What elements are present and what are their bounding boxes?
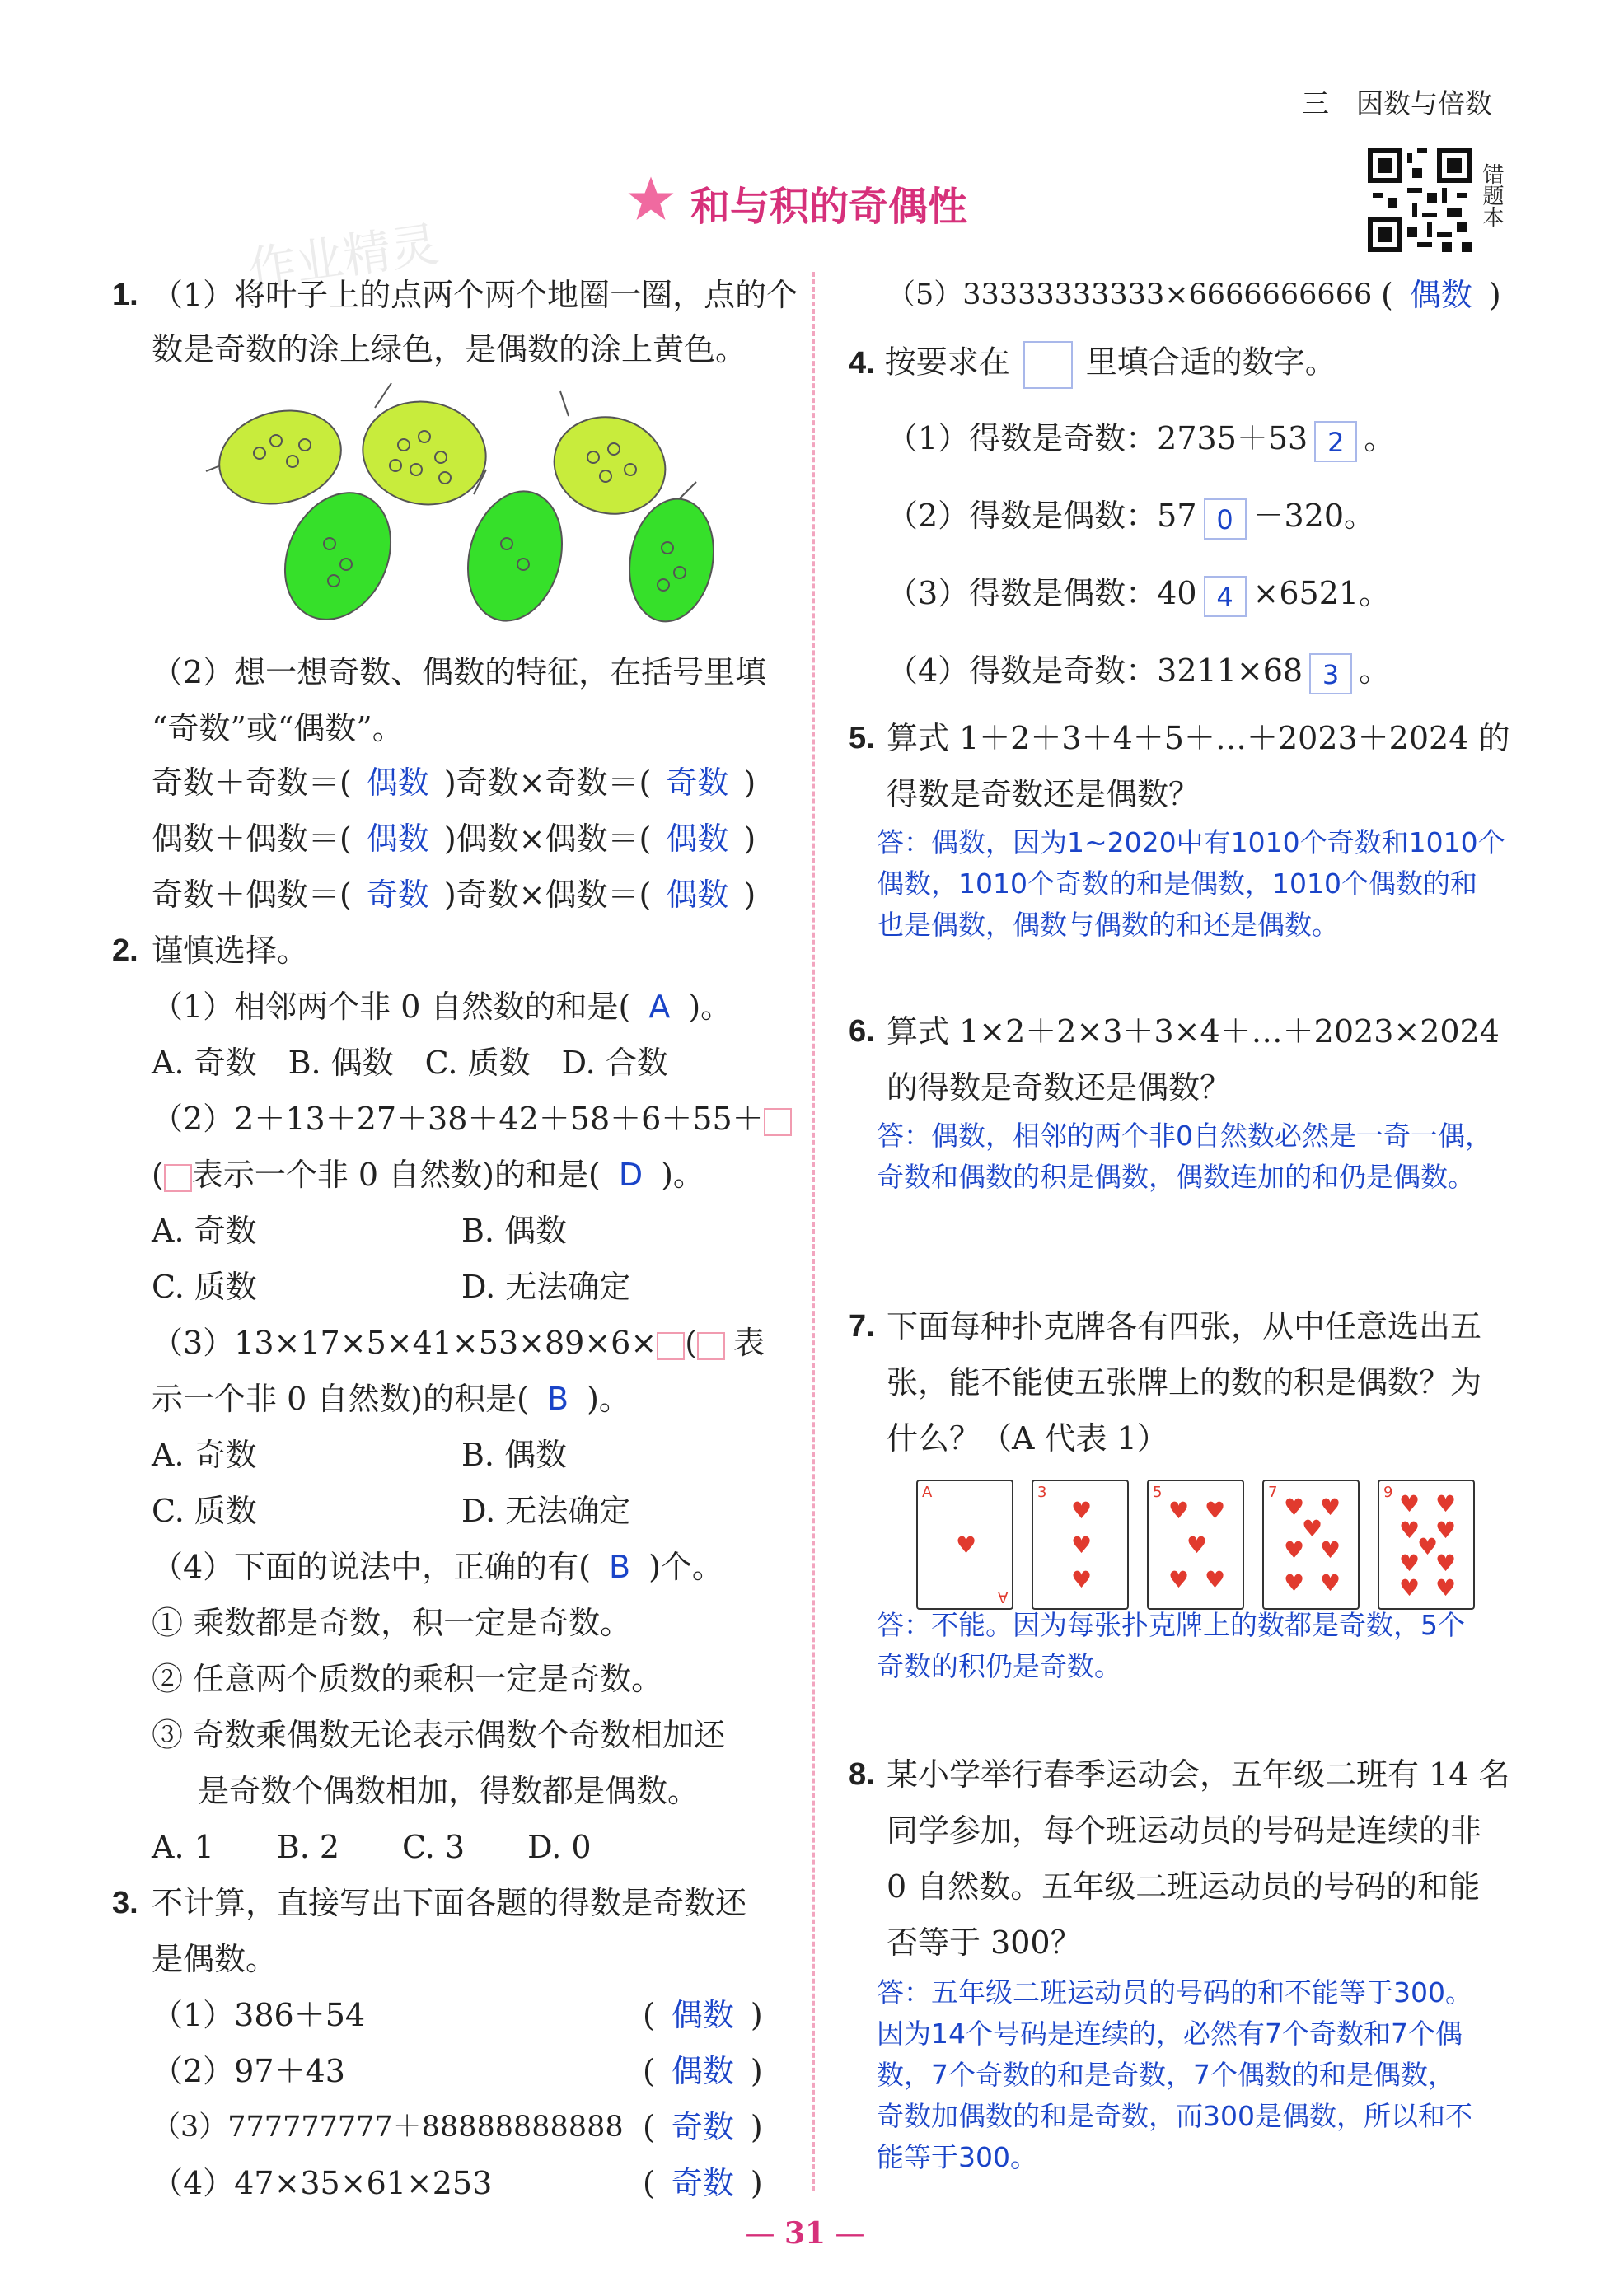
q2-s1-options: A. 奇数 B. 偶数 C. 质数 D. 合数	[152, 1045, 668, 1081]
q1-number: 1.	[112, 278, 138, 312]
q6-line2: 的得数是奇数还是偶数？	[887, 1069, 1232, 1106]
q7-answer-1: 答：不能。因为每张扑克牌上的数都是奇数，5个	[877, 1609, 1465, 1641]
blank-square	[164, 1164, 192, 1192]
q2-s3-optC: C. 质数	[152, 1493, 257, 1529]
q2-s4: （4）下面的说法中，正确的有( B )个。	[152, 1549, 723, 1585]
q6-line1: 算式 1×2＋2×3＋3×4＋…＋2023×2024	[887, 1013, 1500, 1050]
watermark: 作业精灵	[245, 216, 442, 298]
q2-s4-item3b: 是奇数个偶数相加，得数都是偶数。	[198, 1773, 700, 1809]
q4-item-4: （4）得数是奇数：3211×68 3 。	[887, 651, 1390, 694]
answer-blank[interactable]: 偶数	[666, 821, 729, 857]
heart-icon: ♥	[1168, 1566, 1190, 1593]
q2-s2-optB: B. 偶数	[461, 1213, 568, 1249]
q2-title: 谨慎选择。	[152, 933, 309, 969]
answer-box[interactable]: 0	[1204, 498, 1247, 540]
heart-icon: ♥	[1168, 1497, 1190, 1524]
q8-answer-5: 能等于300。	[877, 2141, 1037, 2173]
q3-paren-2: ( 偶数 )	[643, 2053, 763, 2089]
page-title: 和与积的奇偶性	[690, 184, 968, 230]
q5-answer-3: 也是偶数，偶数与偶数的和还是偶数。	[877, 909, 1339, 941]
q8-line4: 否等于 300？	[887, 1924, 1082, 1961]
q2-s2-line1: （2）2＋13＋27＋38＋42＋58＋6＋55＋	[152, 1099, 792, 1139]
answer-blank[interactable]: 偶数	[671, 2053, 734, 2089]
q2-s3-optD: D. 无法确定	[461, 1493, 631, 1529]
q4-item-1: （1）得数是奇数：2735＋53 2 。	[887, 419, 1395, 462]
q5-line1: 算式 1＋2＋3＋4＋5＋…＋2023＋2024 的	[887, 720, 1510, 756]
q2-s1: （1）相邻两个非 0 自然数的和是( A )。	[152, 989, 732, 1025]
answer-blank[interactable]: 奇数	[366, 877, 429, 913]
q3-paren-5: ( 偶数 )	[1381, 277, 1501, 313]
q3-item-1: （1）386＋54	[152, 1997, 366, 2033]
q3-item-3: （3）777777777＋88888888888	[152, 2111, 624, 2144]
answer-blank[interactable]: B	[547, 1381, 569, 1417]
q1-p1-line2: 数是奇数的涂上绿色，是偶数的涂上黄色。	[152, 331, 747, 367]
q8-number: 8.	[849, 1757, 875, 1792]
leaf-6	[620, 492, 723, 628]
playing-card-7: 7 ♥ ♥ ♥ ♥ ♥ ♥ ♥	[1262, 1480, 1360, 1610]
heart-icon: ♥	[1399, 1550, 1420, 1577]
heart-icon: ♥	[1284, 1536, 1305, 1564]
heart-icon: ♥	[1399, 1517, 1420, 1544]
q1-p1-line1: （1）将叶子上的点两个两个地圈一圈，点的个	[152, 277, 798, 313]
answer-blank[interactable]: 偶数	[671, 1997, 734, 2033]
q8-answer-1: 答：五年级二班运动员的号码的和不能等于300。	[877, 1976, 1472, 2008]
chapter-label: 三 因数与倍数	[1302, 87, 1492, 119]
answer-blank[interactable]: B	[609, 1549, 631, 1585]
heart-icon: ♥	[1284, 1494, 1305, 1521]
q3-line1: 不计算，直接写出下面各题的得数是奇数还	[152, 1885, 747, 1921]
blank-square	[657, 1332, 685, 1360]
leaves-illustration	[198, 379, 733, 634]
heart-icon: ♥	[1435, 1574, 1457, 1602]
answer-blank[interactable]: 偶数	[1409, 277, 1472, 313]
heart-icon: ♥	[1284, 1569, 1305, 1597]
q6-answer-1: 答：偶数，相邻的两个非0自然数必然是一奇一偶，	[877, 1120, 1492, 1152]
heart-icon: ♥	[1205, 1497, 1226, 1524]
answer-blank[interactable]: 偶数	[666, 877, 729, 913]
q1-p2-line2: “奇数”或“偶数”。	[152, 710, 404, 746]
playing-card-3: 3 ♥ ♥ ♥	[1032, 1480, 1129, 1610]
q1-row-2: 偶数＋偶数＝( 偶数 )偶数×偶数＝( 偶数 )	[152, 821, 756, 857]
q5-answer-1: 答：偶数，因为1~2020中有1010个奇数和1010个	[877, 826, 1505, 858]
heart-icon: ♥	[1320, 1536, 1341, 1564]
q4-title: 4. 按要求在 里填合适的数字。	[849, 341, 1336, 389]
q2-s4-item2: ② 任意两个质数的乘积一定是奇数。	[152, 1661, 663, 1697]
q3-paren-1: ( 偶数 )	[643, 1997, 763, 2033]
heart-icon: ♥	[1186, 1531, 1208, 1559]
leaf-5	[454, 480, 576, 631]
playing-card-A: A ♥ A	[916, 1480, 1013, 1610]
q6-answer-2: 奇数和偶数的积是偶数，偶数连加的和仍是偶数。	[877, 1161, 1475, 1193]
q2-s2-line2: ( 表示一个非 0 自然数)的和是( D )。	[152, 1157, 704, 1193]
answer-blank[interactable]: 奇数	[666, 765, 729, 801]
heart-icon: ♥	[1071, 1497, 1093, 1524]
answer-blank[interactable]: D	[618, 1157, 644, 1193]
heart-icon: ♥	[1399, 1490, 1420, 1517]
q2-s3-line1: （3）13×17×5×41×53×89×6× ( 表	[152, 1325, 765, 1361]
q4-item-2: （2）得数是偶数：57 0 －320。	[887, 496, 1375, 540]
q1-row-3: 奇数＋偶数＝( 奇数 )奇数×偶数＝( 偶数 )	[152, 877, 756, 913]
q1-row-1: 奇数＋奇数＝( 偶数 )奇数×奇数＝( 奇数 )	[152, 765, 756, 801]
q3-line2: 是偶数。	[152, 1941, 278, 1977]
q6-number: 6.	[849, 1014, 875, 1049]
heart-icon: ♥	[1435, 1490, 1457, 1517]
q7-number: 7.	[849, 1309, 875, 1344]
answer-blank[interactable]: A	[648, 989, 671, 1025]
leaf-2	[354, 392, 494, 514]
q3-item-4: （4）47×35×61×253	[152, 2165, 493, 2201]
heart-icon: ♥	[1320, 1569, 1341, 1597]
q2-s2-optC: C. 质数	[152, 1269, 257, 1305]
q1-p2-line1: （2）想一想奇数、偶数的特征，在括号里填	[152, 654, 767, 690]
q2-number: 2.	[112, 933, 138, 968]
answer-box[interactable]: 2	[1314, 421, 1357, 462]
q2-s4-item1: ① 乘数都是奇数，积一定是奇数。	[152, 1605, 632, 1641]
q2-s2-optA: A. 奇数	[152, 1213, 257, 1249]
answer-blank[interactable]: 奇数	[671, 2109, 734, 2145]
q2-s3-line2: 示一个非 0 自然数)的积是( B )。	[152, 1381, 630, 1417]
q3-paren-4: ( 奇数 )	[643, 2165, 763, 2201]
q2-s4-item3a: ③ 奇数乘偶数无论表示偶数个奇数相加还	[152, 1717, 726, 1753]
q8-answer-3: 数，7个奇数的和是奇数，7个偶数的和是偶数，	[877, 2059, 1455, 2091]
heart-icon: ♥	[1302, 1515, 1323, 1542]
answer-blank[interactable]: 奇数	[671, 2165, 734, 2201]
q5-line2: 得数是奇数还是偶数？	[887, 776, 1200, 812]
q5-number: 5.	[849, 721, 875, 755]
heart-icon: ♥	[1399, 1574, 1420, 1602]
qr-label: 错题本	[1479, 163, 1504, 227]
q7-line1: 下面每种扑克牌各有四张，从中任意选出五	[887, 1308, 1482, 1344]
q2-s4-options: A. 1 B. 2 C. 3 D. 0	[152, 1829, 592, 1865]
dash-left: —	[745, 2217, 784, 2251]
q5-answer-2: 偶数，1010个奇数的和是偶数，1010个偶数的和	[877, 867, 1477, 900]
q7-line2: 张，能不能使五张牌上的数的积是偶数？为	[887, 1364, 1482, 1401]
q3-number: 3.	[112, 1886, 138, 1920]
q2-s2-optD: D. 无法确定	[461, 1269, 631, 1305]
heart-icon: ♥	[1320, 1494, 1341, 1521]
heart-icon: ♥	[1435, 1517, 1457, 1544]
q7-line3: 什么？（A 代表 1）	[887, 1420, 1168, 1457]
q8-answer-4: 奇数加偶数的和是奇数，而300是偶数，所以和不	[877, 2100, 1472, 2132]
q8-line3: 0 自然数。五年级二班运动员的号码的和能	[887, 1868, 1481, 1905]
answer-blank[interactable]: 偶数	[366, 765, 429, 801]
blank-square	[697, 1332, 725, 1360]
playing-card-5: 5 ♥ ♥ ♥ ♥ ♥	[1147, 1480, 1244, 1610]
q3-item-5: （5）33333333333×6666666666	[887, 278, 1373, 311]
heart-icon: ♥	[1071, 1531, 1093, 1559]
heart-icon: ♥	[1417, 1533, 1439, 1560]
dash-right: —	[826, 2217, 865, 2251]
blank-square	[1023, 341, 1073, 389]
q4-item-3: （3）得数是偶数：40 4 ×6521。	[887, 573, 1390, 617]
column-divider	[812, 272, 815, 2191]
answer-box[interactable]: 3	[1309, 653, 1352, 694]
heart-icon: ♥	[1071, 1566, 1093, 1593]
playing-card-9: 9 ♥ ♥ ♥ ♥ ♥ ♥ ♥ ♥ ♥	[1378, 1480, 1475, 1610]
heart-icon: ♥	[1205, 1566, 1226, 1593]
answer-blank[interactable]: 偶数	[366, 821, 429, 857]
answer-box[interactable]: 4	[1204, 576, 1247, 617]
q3-paren-3: ( 奇数 )	[643, 2109, 763, 2145]
heart-icon: ♥	[1435, 1550, 1457, 1577]
page-number: — 31 —	[745, 2216, 865, 2251]
q2-s3-optA: A. 奇数	[152, 1437, 257, 1473]
q8-line1: 某小学举行春季运动会，五年级二班有 14 名	[887, 1756, 1510, 1793]
qr-code[interactable]	[1368, 148, 1472, 252]
q8-line2: 同学参加，每个班运动员的号码是连续的非	[887, 1812, 1482, 1849]
heart-icon: ♥	[956, 1531, 977, 1559]
star-icon	[626, 175, 676, 227]
q2-s3-optB: B. 偶数	[461, 1437, 568, 1473]
blank-square	[764, 1108, 792, 1136]
q7-answer-2: 奇数的积仍是奇数。	[877, 1650, 1121, 1682]
q3-item-2: （2）97＋43	[152, 2053, 345, 2089]
q8-answer-2: 因为14个号码是连续的，必然有7个奇数和7个偶	[877, 2018, 1463, 2050]
